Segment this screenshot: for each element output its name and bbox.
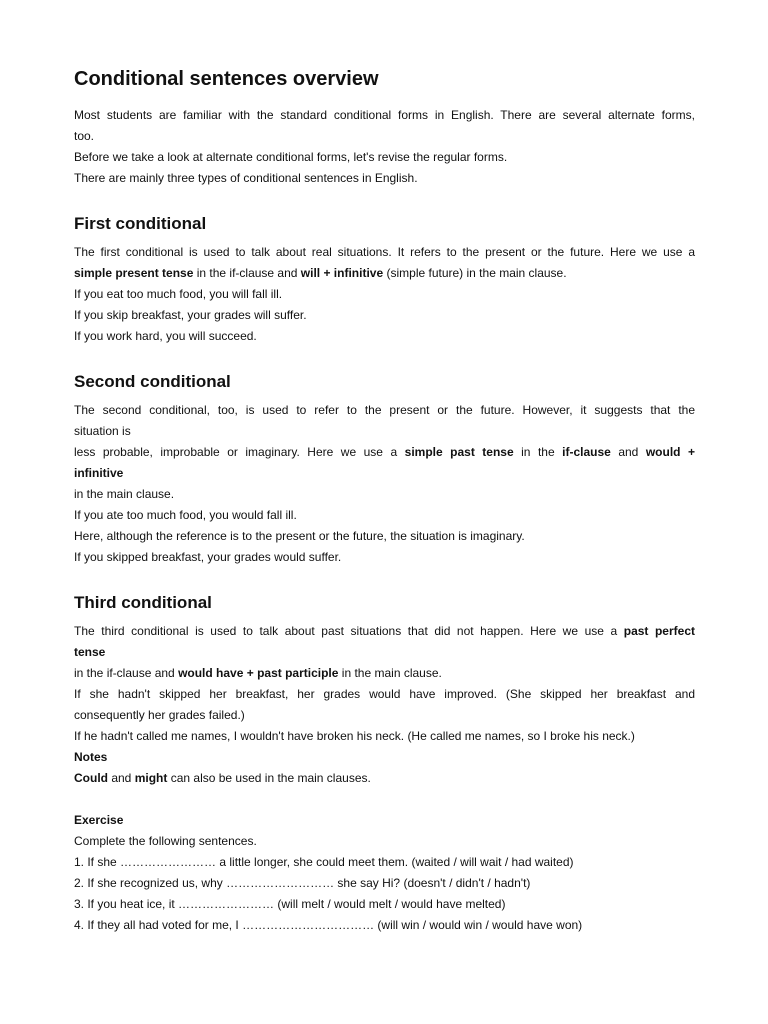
example-sentence: consequently her grades failed.)	[74, 708, 245, 722]
example-sentence: If he hadn't called me names, I wouldn't have broken his neck. (He called me names, so I broke his neck.)	[74, 729, 635, 743]
notes-heading: Notes	[74, 750, 108, 764]
page-title: Conditional sentences overview	[74, 68, 379, 90]
second-conditional-text: infinitive	[74, 466, 124, 480]
second-conditional-text: in the main clause.	[74, 487, 175, 501]
notes-text: Could and might can also be used in the main clauses.	[74, 771, 371, 785]
intro-line: Before we take a look at alternate conditional forms, let's revise the regular forms.	[74, 150, 508, 164]
example-sentence: If you skipped breakfast, your grades would suffer.	[74, 550, 342, 564]
exercise-instruction: Complete the following sentences.	[74, 834, 257, 848]
first-conditional-heading: First conditional	[74, 214, 207, 233]
third-conditional-heading: Third conditional	[74, 593, 212, 612]
intro-line: Most students are familiar with the standard conditional forms in English. There are several alternate forms,	[74, 108, 695, 122]
third-conditional-text: tense	[74, 645, 106, 659]
exercise-item: 3. If you heat ice, it …………………… (will melt / would melt / would have melted)	[74, 897, 506, 911]
second-conditional-text: less probable, improbable or imaginary. Here we use a simple past tense in the if-clause and would +	[74, 445, 695, 459]
exercise-item: 2. If she recognized us, why ……………………… she say Hi? (doesn't / didn't / hadn't)	[74, 876, 531, 890]
intro-line: There are mainly three types of conditional sentences in English.	[74, 171, 418, 185]
intro-line: too.	[74, 129, 95, 143]
example-sentence: If you ate too much food, you would fall ill.	[74, 508, 297, 522]
second-conditional-text: The second conditional, too, is used to refer to the present or the future. However, it suggests that the	[74, 403, 695, 417]
document-page	[74, 64, 695, 936]
example-sentence: If she hadn't skipped her breakfast, her grades would have improved. (She skipped her breakfast and	[74, 687, 695, 701]
example-sentence: Here, although the reference is to the present or the future, the situation is imaginary.	[74, 529, 525, 543]
second-conditional-heading: Second conditional	[74, 372, 231, 391]
first-conditional-text: simple present tense in the if-clause and will + infinitive (simple future) in the main clause.	[74, 266, 567, 280]
third-conditional-text: The third conditional is used to talk about past situations that did not happen. Here we use a past perfect	[74, 624, 695, 638]
example-sentence: If you work hard, you will succeed.	[74, 329, 257, 343]
exercise-item: 4. If they all had voted for me, I …………………………… (will win / would win / would have won)	[74, 918, 583, 932]
first-conditional-text: The first conditional is used to talk about real situations. It refers to the present or the future. Here we use a	[74, 245, 695, 259]
exercise-item: 1. If she …………………… a little longer, she could meet them. (waited / will wait / had waited)	[74, 855, 574, 869]
example-sentence: If you skip breakfast, your grades will suffer.	[74, 308, 307, 322]
exercise-heading: Exercise	[74, 813, 124, 827]
second-conditional-text: situation is	[74, 424, 131, 438]
example-sentence: If you eat too much food, you will fall ill.	[74, 287, 283, 301]
third-conditional-text: in the if-clause and would have + past participle in the main clause.	[74, 666, 442, 680]
